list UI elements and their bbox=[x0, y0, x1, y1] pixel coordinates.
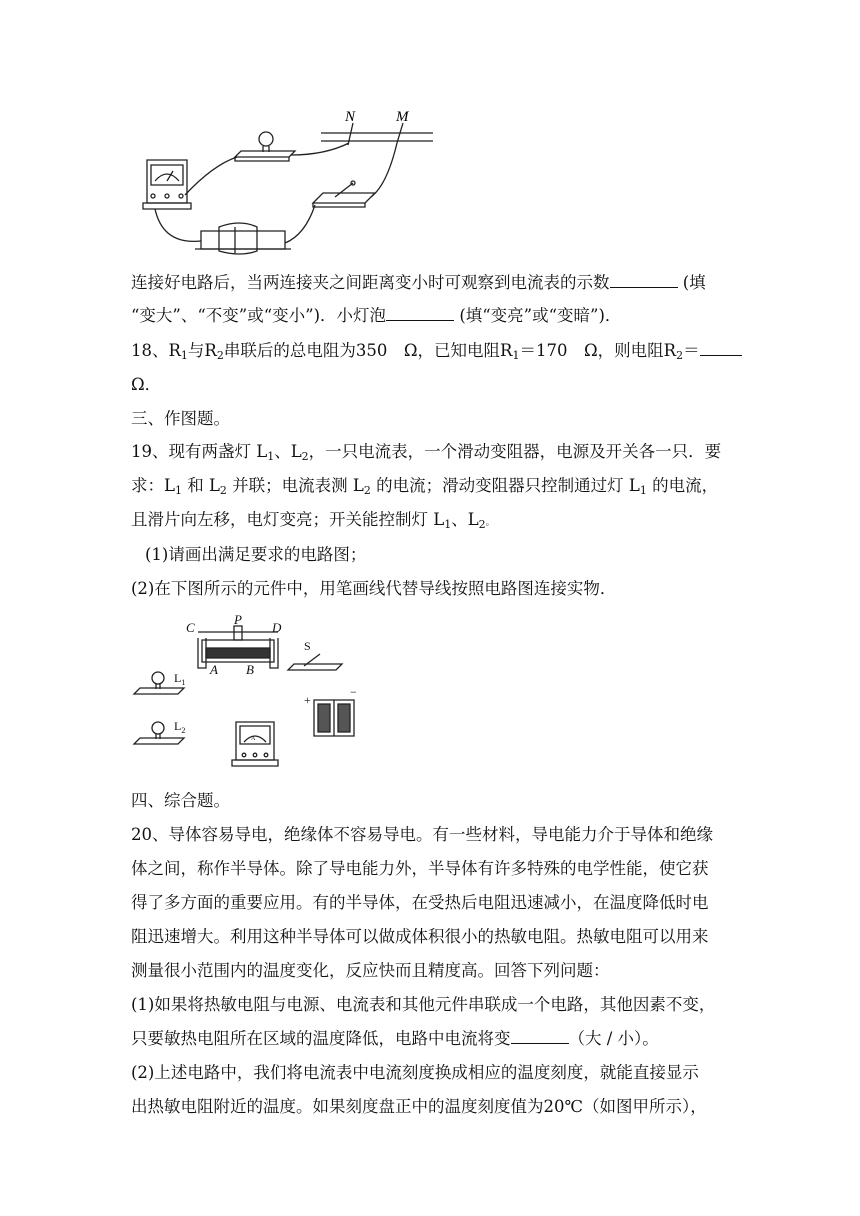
q19-l3-s1: 1 bbox=[444, 518, 452, 531]
label-l1: $L_1$ bbox=[174, 671, 186, 687]
q19-l2-a: 求：L bbox=[131, 476, 175, 495]
q19-l2-s2: 2 bbox=[219, 484, 227, 497]
q19-l2-d: 的电流；滑动变阻器只控制通过灯 L bbox=[370, 476, 640, 495]
q17-text-b: (填 bbox=[682, 273, 706, 292]
q19-l1-s1: 1 bbox=[267, 450, 275, 463]
q19-l2-b: 和 L bbox=[181, 476, 220, 495]
q17-text-c: “变大”、“不变”或“变小”)．小灯泡 bbox=[131, 306, 387, 325]
q19-l2-s1: 1 bbox=[174, 484, 182, 497]
q19-l3-a: 且滑片向左移，电灯变亮；开关能控制灯 L bbox=[131, 510, 445, 529]
q17-blank-2[interactable] bbox=[386, 305, 454, 321]
section-3-heading: 三、作图题。 bbox=[131, 409, 230, 428]
q19-l1-b: 、L bbox=[274, 442, 302, 461]
q20-s1-choice: （大 / 小）。 bbox=[568, 1029, 659, 1048]
label-meter-a: A bbox=[251, 736, 256, 742]
q19-line-3 bbox=[131, 509, 495, 534]
q20-sub1-line-2 bbox=[131, 1028, 659, 1050]
q17-blank-1[interactable] bbox=[610, 272, 678, 288]
q17-text-a: 连接好电路后，当两连接夹之间距离变小时可观察到电流表的示数 bbox=[131, 273, 610, 292]
q20-sub2-line-1: (2)上述电路中，我们将电流表中电流刻度换成相应的温度刻度，就能直接显示 bbox=[131, 1063, 699, 1082]
q19-line-2 bbox=[131, 475, 718, 497]
q18-t2: 与R bbox=[187, 341, 217, 360]
q18-s3: 1 bbox=[512, 349, 520, 362]
q19-l1-a: 19、现有两盏灯 L bbox=[131, 442, 268, 461]
q19-line-1 bbox=[131, 441, 721, 463]
label-plus: + bbox=[304, 693, 311, 707]
label-minus: − bbox=[350, 685, 357, 699]
q18-t5: ＝ bbox=[683, 341, 700, 360]
q18-line-1 bbox=[131, 340, 742, 362]
q18-s2: 2 bbox=[216, 349, 224, 362]
label-b: B bbox=[246, 662, 254, 677]
q19-l2-s4: 1 bbox=[639, 484, 647, 497]
q20-line-5: 测量很小范围内的温度变化，反应快而且精度高。回答下列问题： bbox=[131, 961, 610, 980]
label-n: N bbox=[345, 109, 356, 125]
q19-l3-b: 、L bbox=[451, 510, 479, 529]
section-4-heading: 四、综合题。 bbox=[131, 791, 230, 810]
q18-line-2: Ω． bbox=[131, 375, 162, 394]
q19-l3-c: 。 bbox=[485, 518, 495, 528]
circuit-figure-1 bbox=[135, 105, 440, 255]
q19-sub-1: (1)请画出满足要求的电路图； bbox=[145, 545, 367, 564]
label-p: P bbox=[234, 612, 242, 627]
q19-l2-c: 并联；电流表测 L bbox=[226, 476, 364, 495]
q18-t3: 串联后的总电阻为350 Ω，已知电阻R bbox=[223, 341, 513, 360]
q20-blank[interactable] bbox=[511, 1028, 569, 1044]
q20-line-3: 得了多方面的重要应用。有的半导体，在受热后电阻迅速减小，在温度降低时电 bbox=[131, 893, 709, 912]
q19-l1-c: ，一只电流表，一个滑动变阻器，电源及开关各一只．要 bbox=[308, 442, 722, 461]
q20-line-1: 20、导体容易导电，绝缘体不容易导电。有一些材料，导电能力介于导体和绝缘 bbox=[131, 825, 713, 844]
q17-line-2 bbox=[131, 305, 621, 327]
q20-line-2: 体之间，称作半导体。除了导电能力外，半导体有许多特殊的电学性能，使它获 bbox=[131, 859, 709, 878]
q17-text-d: (填“变亮”或“变暗”)． bbox=[459, 306, 622, 325]
label-s: S bbox=[304, 639, 311, 653]
q20-sub2-line-2: 出热敏电阻附近的温度。如果刻度盘正中的温度刻度值为20℃（如图甲所示）， bbox=[131, 1097, 707, 1116]
q19-l3-s2: 2 bbox=[478, 518, 486, 531]
q20-line-4: 阻迅速增大。利用这种半导体可以做成体积很小的热敏电阻。热敏电阻可以用来 bbox=[131, 927, 709, 946]
q19-sub-2: (2)在下图所示的元件中，用笔画线代替导线按照电路图连接实物． bbox=[131, 579, 617, 598]
q18-s4: 2 bbox=[676, 349, 684, 362]
q18-s1: 1 bbox=[180, 349, 188, 362]
q20-sub1-line-1: (1)如果将热敏电阻与电源、电流表和其他元件串联成一个电路，其他因素不变， bbox=[131, 995, 716, 1014]
q18-blank[interactable] bbox=[700, 340, 742, 356]
q17-line-1 bbox=[131, 272, 706, 294]
label-d: D bbox=[272, 620, 282, 635]
q18-t4: ＝170 Ω，则电阻R bbox=[519, 341, 677, 360]
label-a: A bbox=[210, 662, 218, 677]
label-l2: $L_2$ bbox=[174, 719, 186, 735]
components-figure-2 bbox=[128, 612, 368, 772]
q18-t1: 18、R bbox=[131, 341, 181, 360]
label-c: C bbox=[186, 620, 195, 635]
q19-l1-s2: 2 bbox=[301, 450, 309, 463]
q19-l2-s3: 2 bbox=[363, 484, 371, 497]
label-m: M bbox=[396, 109, 409, 125]
q19-l2-e: 的电流， bbox=[646, 476, 719, 495]
q20-s1-text: 只要敏热电阻所在区域的温度降低，电路中电流将变 bbox=[131, 1029, 511, 1048]
